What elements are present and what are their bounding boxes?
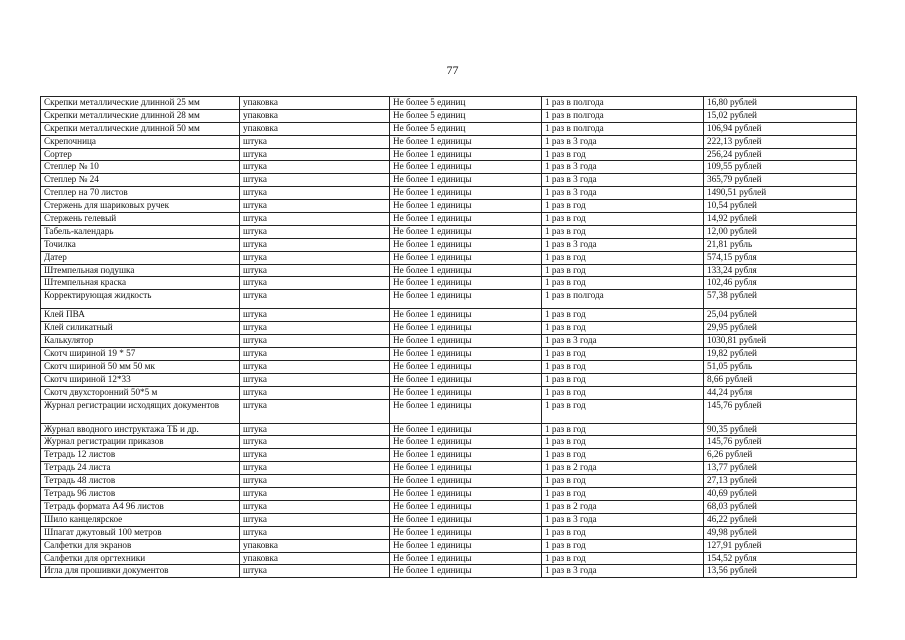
quantity-cell: Не более 1 единицы — [390, 513, 542, 526]
quantity-cell: Не более 1 единицы — [390, 399, 542, 423]
table-row — [41, 399, 857, 423]
table-row — [41, 122, 857, 135]
table-row — [41, 386, 857, 399]
table-row — [41, 148, 857, 161]
item-name-cell: Тетрадь 24 листа — [41, 462, 240, 475]
frequency-cell: 1 раз в год — [542, 449, 704, 462]
table-row — [41, 500, 857, 513]
frequency-cell: 1 раз в год — [542, 251, 704, 264]
frequency-cell: 1 раз в год — [542, 309, 704, 322]
price-cell: 6,26 рублей — [704, 449, 857, 462]
price-cell: 10,54 рублей — [704, 200, 857, 213]
quantity-cell: Не более 5 единиц — [390, 122, 542, 135]
item-name-cell: Скрепки металлические длинной 50 мм — [41, 122, 240, 135]
frequency-cell: 1 раз в год — [542, 148, 704, 161]
item-name-cell: Тетрадь 96 листов — [41, 488, 240, 501]
unit-cell: штука — [240, 475, 390, 488]
quantity-cell: Не более 1 единицы — [390, 161, 542, 174]
price-cell: 13,56 рублей — [704, 565, 857, 578]
price-cell: 1030,81 рублей — [704, 335, 857, 348]
frequency-cell: 1 раз в год — [542, 373, 704, 386]
price-cell: 145,76 рублей — [704, 436, 857, 449]
item-name-cell: Степлер № 24 — [41, 174, 240, 187]
item-name-cell: Калькулятор — [41, 335, 240, 348]
frequency-cell: 1 раз в 2 года — [542, 500, 704, 513]
table-row — [41, 161, 857, 174]
unit-cell: штука — [240, 513, 390, 526]
item-name-cell: Салфетки для экранов — [41, 539, 240, 552]
table-row — [41, 97, 857, 110]
item-name-cell: Тетрадь 12 листов — [41, 449, 240, 462]
unit-cell: штука — [240, 161, 390, 174]
price-cell: 46,22 рублей — [704, 513, 857, 526]
table-row — [41, 449, 857, 462]
frequency-cell: 1 раз в год — [542, 423, 704, 436]
page-number: 77 — [446, 63, 459, 77]
table-row — [41, 225, 857, 238]
item-name-cell: Шпагат джутовый 100 метров — [41, 526, 240, 539]
table-row — [41, 174, 857, 187]
unit-cell: штука — [240, 436, 390, 449]
item-name-cell: Скрепки металлические длинной 28 мм — [41, 109, 240, 122]
frequency-cell: 1 раз в год — [542, 436, 704, 449]
table-row — [41, 552, 857, 565]
quantity-cell: Не более 5 единиц — [390, 109, 542, 122]
price-cell: 90,35 рублей — [704, 423, 857, 436]
unit-cell: штука — [240, 360, 390, 373]
frequency-cell: 1 раз в 3 года — [542, 335, 704, 348]
item-name-cell: Скотч шириной 12*33 — [41, 373, 240, 386]
quantity-cell: Не более 1 единицы — [390, 309, 542, 322]
quantity-cell: Не более 1 единицы — [390, 335, 542, 348]
price-cell: 13,77 рублей — [704, 462, 857, 475]
quantity-cell: Не более 1 единицы — [390, 423, 542, 436]
frequency-cell: 1 раз в 3 года — [542, 565, 704, 578]
quantity-cell: Не более 1 единицы — [390, 373, 542, 386]
price-cell: 365,79 рублей — [704, 174, 857, 187]
table-row — [41, 475, 857, 488]
quantity-cell: Не более 1 единицы — [390, 238, 542, 251]
unit-cell: штука — [240, 290, 390, 309]
unit-cell: штука — [240, 225, 390, 238]
unit-cell: упаковка — [240, 552, 390, 565]
frequency-cell: 1 раз в полгода — [542, 290, 704, 309]
table-row — [41, 187, 857, 200]
price-cell: 68,03 рублей — [704, 500, 857, 513]
table-body — [41, 97, 857, 578]
price-cell: 21,81 рубль — [704, 238, 857, 251]
frequency-cell: 1 раз в год — [542, 360, 704, 373]
quantity-cell: Не более 1 единицы — [390, 135, 542, 148]
table-row — [41, 488, 857, 501]
item-name-cell: Игла для прошивки документов — [41, 565, 240, 578]
item-name-cell: Корректирующая жидкость — [41, 290, 240, 309]
frequency-cell: 1 раз в 2 года — [542, 462, 704, 475]
frequency-cell: 1 раз в полгода — [542, 109, 704, 122]
unit-cell: штука — [240, 135, 390, 148]
table-row — [41, 373, 857, 386]
quantity-cell: Не более 1 единицы — [390, 148, 542, 161]
item-name-cell: Скотч двухсторонний 50*5 м — [41, 386, 240, 399]
item-name-cell: Клей ПВА — [41, 309, 240, 322]
unit-cell: штука — [240, 238, 390, 251]
quantity-cell: Не более 1 единицы — [390, 500, 542, 513]
price-cell: 12,00 рублей — [704, 225, 857, 238]
supplies-table — [40, 96, 857, 578]
item-name-cell: Скрепочница — [41, 135, 240, 148]
unit-cell: штука — [240, 213, 390, 226]
frequency-cell: 1 раз в год — [542, 264, 704, 277]
quantity-cell: Не более 1 единицы — [390, 539, 542, 552]
quantity-cell: Не более 1 единицы — [390, 213, 542, 226]
frequency-cell: 1 раз в год — [542, 277, 704, 290]
table-row — [41, 335, 857, 348]
table-row — [41, 462, 857, 475]
item-name-cell: Датер — [41, 251, 240, 264]
unit-cell: штука — [240, 565, 390, 578]
table-row — [41, 135, 857, 148]
table-row — [41, 251, 857, 264]
unit-cell: штука — [240, 174, 390, 187]
quantity-cell: Не более 1 единицы — [390, 187, 542, 200]
unit-cell: штука — [240, 348, 390, 361]
price-cell: 256,24 рублей — [704, 148, 857, 161]
price-cell: 133,24 рубля — [704, 264, 857, 277]
item-name-cell: Стержень гелевый — [41, 213, 240, 226]
quantity-cell: Не более 1 единицы — [390, 462, 542, 475]
price-cell: 25,04 рублей — [704, 309, 857, 322]
price-cell: 44,24 рубля — [704, 386, 857, 399]
frequency-cell: 1 раз в год — [542, 322, 704, 335]
quantity-cell: Не более 1 единицы — [390, 322, 542, 335]
table-row — [41, 277, 857, 290]
frequency-cell: 1 раз в год — [542, 488, 704, 501]
item-name-cell: Журнал регистрации исходящих документов — [41, 399, 240, 423]
item-name-cell: Стержень для шариковых ручек — [41, 200, 240, 213]
item-name-cell: Скотч шириной 50 мм 50 мк — [41, 360, 240, 373]
frequency-cell: 1 раз в 3 года — [542, 238, 704, 251]
price-cell: 8,66 рублей — [704, 373, 857, 386]
quantity-cell: Не более 1 единицы — [390, 225, 542, 238]
frequency-cell: 1 раз в полгода — [542, 122, 704, 135]
item-name-cell: Тетрадь формата А4 96 листов — [41, 500, 240, 513]
quantity-cell: Не более 1 единицы — [390, 565, 542, 578]
frequency-cell: 1 раз в полгода — [542, 97, 704, 110]
unit-cell: штука — [240, 386, 390, 399]
frequency-cell: 1 раз в 3 года — [542, 161, 704, 174]
price-cell: 51,05 рубль — [704, 360, 857, 373]
item-name-cell: Табель-календарь — [41, 225, 240, 238]
item-name-cell: Точилка — [41, 238, 240, 251]
unit-cell: штука — [240, 500, 390, 513]
unit-cell: штука — [240, 373, 390, 386]
table-row — [41, 109, 857, 122]
price-cell: 222,13 рублей — [704, 135, 857, 148]
frequency-cell: 1 раз в 3 года — [542, 187, 704, 200]
item-name-cell: Сортер — [41, 148, 240, 161]
unit-cell: штука — [240, 423, 390, 436]
price-cell: 109,55 рублей — [704, 161, 857, 174]
frequency-cell: 1 раз в год — [542, 200, 704, 213]
unit-cell: штука — [240, 462, 390, 475]
price-cell: 27,13 рублей — [704, 475, 857, 488]
unit-cell: штука — [240, 399, 390, 423]
table-row — [41, 238, 857, 251]
unit-cell: штука — [240, 251, 390, 264]
frequency-cell: 1 раз в 3 года — [542, 135, 704, 148]
table-row — [41, 360, 857, 373]
frequency-cell: 1 раз в год — [542, 225, 704, 238]
item-name-cell: Клей силикатный — [41, 322, 240, 335]
table-row — [41, 513, 857, 526]
table-row — [41, 539, 857, 552]
quantity-cell: Не более 5 единиц — [390, 97, 542, 110]
quantity-cell: Не более 1 единицы — [390, 526, 542, 539]
table-row — [41, 213, 857, 226]
quantity-cell: Не более 1 единицы — [390, 264, 542, 277]
quantity-cell: Не более 1 единицы — [390, 475, 542, 488]
item-name-cell: Журнал вводного инструктажа ТБ и др. — [41, 423, 240, 436]
unit-cell: штука — [240, 264, 390, 277]
price-cell: 1490,51 рублей — [704, 187, 857, 200]
unit-cell: упаковка — [240, 97, 390, 110]
unit-cell: штука — [240, 277, 390, 290]
unit-cell: штука — [240, 187, 390, 200]
unit-cell: штука — [240, 309, 390, 322]
price-cell: 19,82 рублей — [704, 348, 857, 361]
price-cell: 40,69 рублей — [704, 488, 857, 501]
unit-cell: штука — [240, 488, 390, 501]
quantity-cell: Не более 1 единицы — [390, 360, 542, 373]
price-cell: 145,76 рублей — [704, 399, 857, 423]
price-cell: 16,80 рублей — [704, 97, 857, 110]
unit-cell: упаковка — [240, 109, 390, 122]
price-cell: 102,46 рубля — [704, 277, 857, 290]
table-row — [41, 565, 857, 578]
unit-cell: упаковка — [240, 539, 390, 552]
quantity-cell: Не более 1 единицы — [390, 449, 542, 462]
item-name-cell: Скрепки металлические длинной 25 мм — [41, 97, 240, 110]
frequency-cell: 1 раз в год — [542, 399, 704, 423]
quantity-cell: Не более 1 единицы — [390, 290, 542, 309]
frequency-cell: 1 раз в год — [542, 348, 704, 361]
quantity-cell: Не более 1 единицы — [390, 200, 542, 213]
quantity-cell: Не более 1 единицы — [390, 251, 542, 264]
unit-cell: штука — [240, 449, 390, 462]
frequency-cell: 1 раз в 3 года — [542, 174, 704, 187]
table-row — [41, 309, 857, 322]
unit-cell: штука — [240, 335, 390, 348]
unit-cell: штука — [240, 526, 390, 539]
price-cell: 154,52 рубля — [704, 552, 857, 565]
price-cell: 57,38 рублей — [704, 290, 857, 309]
item-name-cell: Штемпельная краска — [41, 277, 240, 290]
table-row — [41, 436, 857, 449]
price-cell: 106,94 рублей — [704, 122, 857, 135]
table-row — [41, 526, 857, 539]
quantity-cell: Не более 1 единицы — [390, 488, 542, 501]
unit-cell: штука — [240, 322, 390, 335]
frequency-cell: 1 раз в 3 года — [542, 513, 704, 526]
frequency-cell: 1 раз в год — [542, 386, 704, 399]
frequency-cell: 1 раз в год — [542, 539, 704, 552]
unit-cell: штука — [240, 200, 390, 213]
quantity-cell: Не более 1 единицы — [390, 174, 542, 187]
table-row — [41, 322, 857, 335]
unit-cell: упаковка — [240, 122, 390, 135]
quantity-cell: Не более 1 единицы — [390, 348, 542, 361]
table-row — [41, 200, 857, 213]
item-name-cell: Штемпельная подушка — [41, 264, 240, 277]
price-cell: 15,02 рублей — [704, 109, 857, 122]
frequency-cell: 1 раз в год — [542, 552, 704, 565]
table-row — [41, 348, 857, 361]
price-cell: 574,15 рубля — [704, 251, 857, 264]
item-name-cell: Степлер № 10 — [41, 161, 240, 174]
item-name-cell: Шило канцелярское — [41, 513, 240, 526]
price-cell: 127,91 рублей — [704, 539, 857, 552]
table-row — [41, 423, 857, 436]
unit-cell: штука — [240, 148, 390, 161]
frequency-cell: 1 раз в год — [542, 526, 704, 539]
item-name-cell: Салфетки для оргтехники — [41, 552, 240, 565]
item-name-cell: Тетрадь 48 листов — [41, 475, 240, 488]
frequency-cell: 1 раз в год — [542, 213, 704, 226]
quantity-cell: Не более 1 единицы — [390, 277, 542, 290]
table-row — [41, 290, 857, 309]
price-cell: 49,98 рублей — [704, 526, 857, 539]
price-cell: 14,92 рублей — [704, 213, 857, 226]
quantity-cell: Не более 1 единицы — [390, 386, 542, 399]
quantity-cell: Не более 1 единицы — [390, 552, 542, 565]
frequency-cell: 1 раз в год — [542, 475, 704, 488]
item-name-cell: Журнал регистрации приказов — [41, 436, 240, 449]
quantity-cell: Не более 1 единицы — [390, 436, 542, 449]
item-name-cell: Степлер на 70 листов — [41, 187, 240, 200]
price-cell: 29,95 рублей — [704, 322, 857, 335]
item-name-cell: Скотч шириной 19 * 57 — [41, 348, 240, 361]
table-row — [41, 264, 857, 277]
